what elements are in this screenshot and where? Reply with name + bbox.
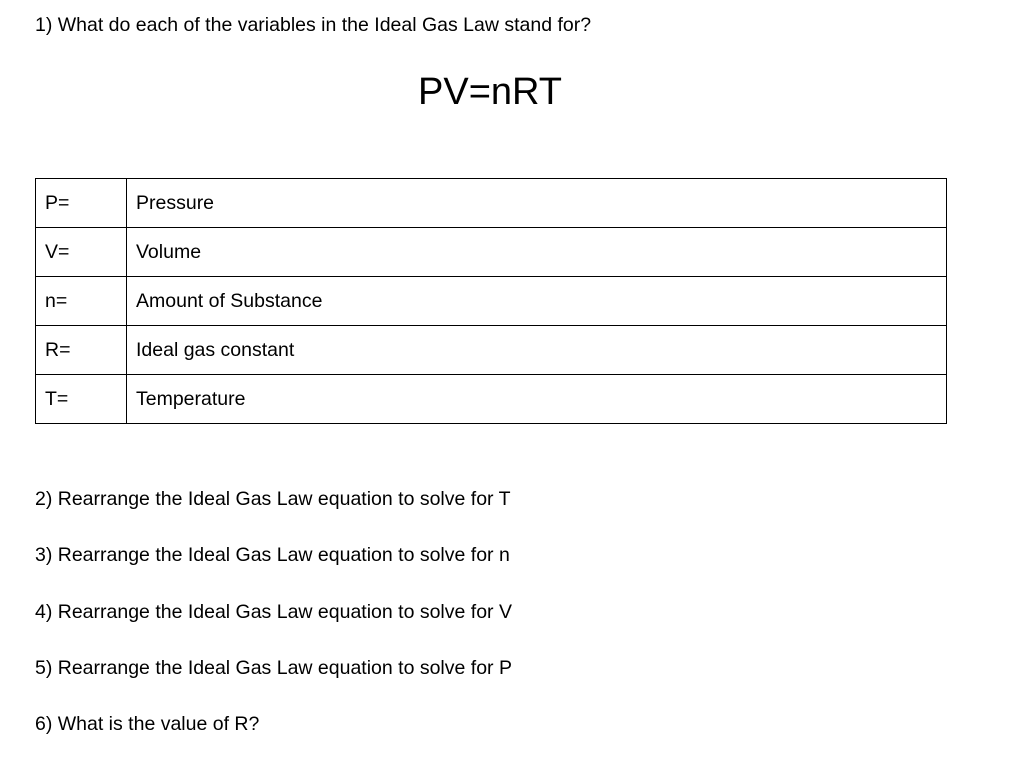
table-row bbox=[36, 326, 947, 375]
variable-symbol: R= bbox=[36, 326, 127, 375]
question-2: 2) Rearrange the Ideal Gas Law equation to solve for T bbox=[35, 488, 511, 510]
question-3: 3) Rearrange the Ideal Gas Law equation to solve for n bbox=[35, 544, 510, 566]
variable-meaning: Amount of Substance bbox=[127, 277, 947, 326]
variable-symbol: T= bbox=[36, 375, 127, 424]
question-4: 4) Rearrange the Ideal Gas Law equation to solve for V bbox=[35, 601, 512, 623]
variable-meaning: Volume bbox=[127, 228, 947, 277]
variable-symbol: n= bbox=[36, 277, 127, 326]
table-row bbox=[36, 179, 947, 228]
table-row bbox=[36, 375, 947, 424]
variable-symbol: P= bbox=[36, 179, 127, 228]
variables-table bbox=[35, 178, 947, 424]
variable-symbol: V= bbox=[36, 228, 127, 277]
variable-meaning: Pressure bbox=[127, 179, 947, 228]
question-6: 6) What is the value of R? bbox=[35, 713, 260, 735]
table-row bbox=[36, 277, 947, 326]
variable-meaning: Ideal gas constant bbox=[127, 326, 947, 375]
ideal-gas-equation: PV=nRT bbox=[418, 71, 562, 113]
question-1: 1) What do each of the variables in the Ideal Gas Law stand for? bbox=[35, 14, 592, 36]
variable-meaning: Temperature bbox=[127, 375, 947, 424]
question-5: 5) Rearrange the Ideal Gas Law equation to solve for P bbox=[35, 657, 512, 679]
table-row bbox=[36, 228, 947, 277]
